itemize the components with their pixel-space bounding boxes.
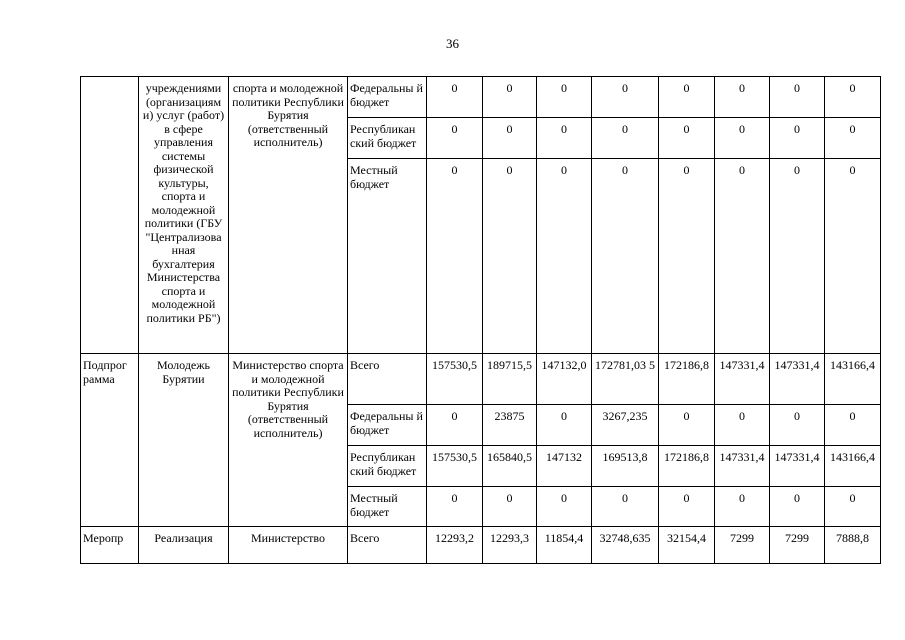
value-cell: 0 [659,405,715,446]
value-cell: 0 [537,159,592,354]
value-cell: 0 [715,405,770,446]
executor-cell: спорта и молодежной политики Республики Бурятия (ответственный исполнитель) [229,77,348,354]
value-cell: 0 [825,77,881,118]
table-row [81,527,881,564]
value-cell: 157530,5 [427,446,483,487]
value-cell: 0 [427,405,483,446]
value-cell: 0 [770,487,825,527]
value-cell: 0 [770,405,825,446]
value-cell: 143166,4 [825,354,881,405]
value-cell: 0 [825,487,881,527]
value-cell: 0 [592,118,659,159]
value-cell: 7299 [715,527,770,564]
value-cell: 7888,8 [825,527,881,564]
value-cell: 0 [483,77,537,118]
name-cell: Реализация [139,527,229,564]
value-cell: 0 [715,159,770,354]
value-cell: 0 [715,487,770,527]
value-cell: 0 [537,405,592,446]
funding-source-cell: Местный бюджет [348,159,427,354]
value-cell: 0 [770,159,825,354]
value-cell: 0 [770,118,825,159]
value-cell: 0 [483,159,537,354]
value-cell: 0 [592,77,659,118]
value-cell: 0 [483,118,537,159]
page-number: 36 [446,36,459,51]
funding-source-cell: Республикан ский бюджет [348,446,427,487]
value-cell: 143166,4 [825,446,881,487]
value-cell: 32748,635 [592,527,659,564]
value-cell: 147331,4 [770,354,825,405]
value-cell: 0 [537,487,592,527]
type-cell [81,77,139,354]
value-cell: 3267,235 [592,405,659,446]
executor-cell: Министерство [229,527,348,564]
value-cell: 0 [483,487,537,527]
value-cell: 11854,4 [537,527,592,564]
name-cell: учреждениями (организациям и) услуг (работ) в сфере управления системы физической культуры, спорта и молодежной политики (ГБУ "Централизова нная бухгалтерия Министерства спорта и молодежной политики РБ") [139,77,229,354]
value-cell: 172186,8 [659,354,715,405]
value-cell: 12293,3 [483,527,537,564]
name-cell: Молодежь Бурятии [139,354,229,527]
value-cell: 0 [537,118,592,159]
value-cell: 0 [659,77,715,118]
value-cell: 0 [770,77,825,118]
value-cell: 0 [659,487,715,527]
funding-source-cell: Местный бюджет [348,487,427,527]
value-cell: 0 [592,159,659,354]
value-cell: 165840,5 [483,446,537,487]
budget-table [80,76,881,564]
table-row [81,354,881,405]
type-cell: Подпрог рамма [81,354,139,527]
funding-source-cell: Федеральны й бюджет [348,405,427,446]
value-cell: 0 [659,118,715,159]
value-cell: 0 [537,77,592,118]
value-cell: 0 [715,77,770,118]
value-cell: 0 [659,159,715,354]
value-cell: 147331,4 [715,354,770,405]
funding-source-cell: Всего [348,354,427,405]
value-cell: 0 [427,487,483,527]
table-row [81,77,881,118]
value-cell: 147132 [537,446,592,487]
value-cell: 147331,4 [770,446,825,487]
value-cell: 0 [825,405,881,446]
value-cell: 0 [427,159,483,354]
funding-source-cell: Республикан ский бюджет [348,118,427,159]
value-cell: 147331,4 [715,446,770,487]
value-cell: 172781,03 5 [592,354,659,405]
executor-cell: Министерство спорта и молодежной политики Республики Бурятия (ответственный исполнитель) [229,354,348,527]
value-cell: 0 [427,77,483,118]
type-cell: Меропр [81,527,139,564]
value-cell: 157530,5 [427,354,483,405]
value-cell: 0 [592,487,659,527]
value-cell: 172186,8 [659,446,715,487]
value-cell: 169513,8 [592,446,659,487]
value-cell: 12293,2 [427,527,483,564]
value-cell: 0 [825,118,881,159]
value-cell: 23875 [483,405,537,446]
value-cell: 147132,0 [537,354,592,405]
funding-source-cell: Федеральны й бюджет [348,77,427,118]
value-cell: 0 [825,159,881,354]
funding-source-cell: Всего [348,527,427,564]
value-cell: 189715,5 [483,354,537,405]
value-cell: 0 [427,118,483,159]
value-cell: 7299 [770,527,825,564]
value-cell: 32154,4 [659,527,715,564]
value-cell: 0 [715,118,770,159]
